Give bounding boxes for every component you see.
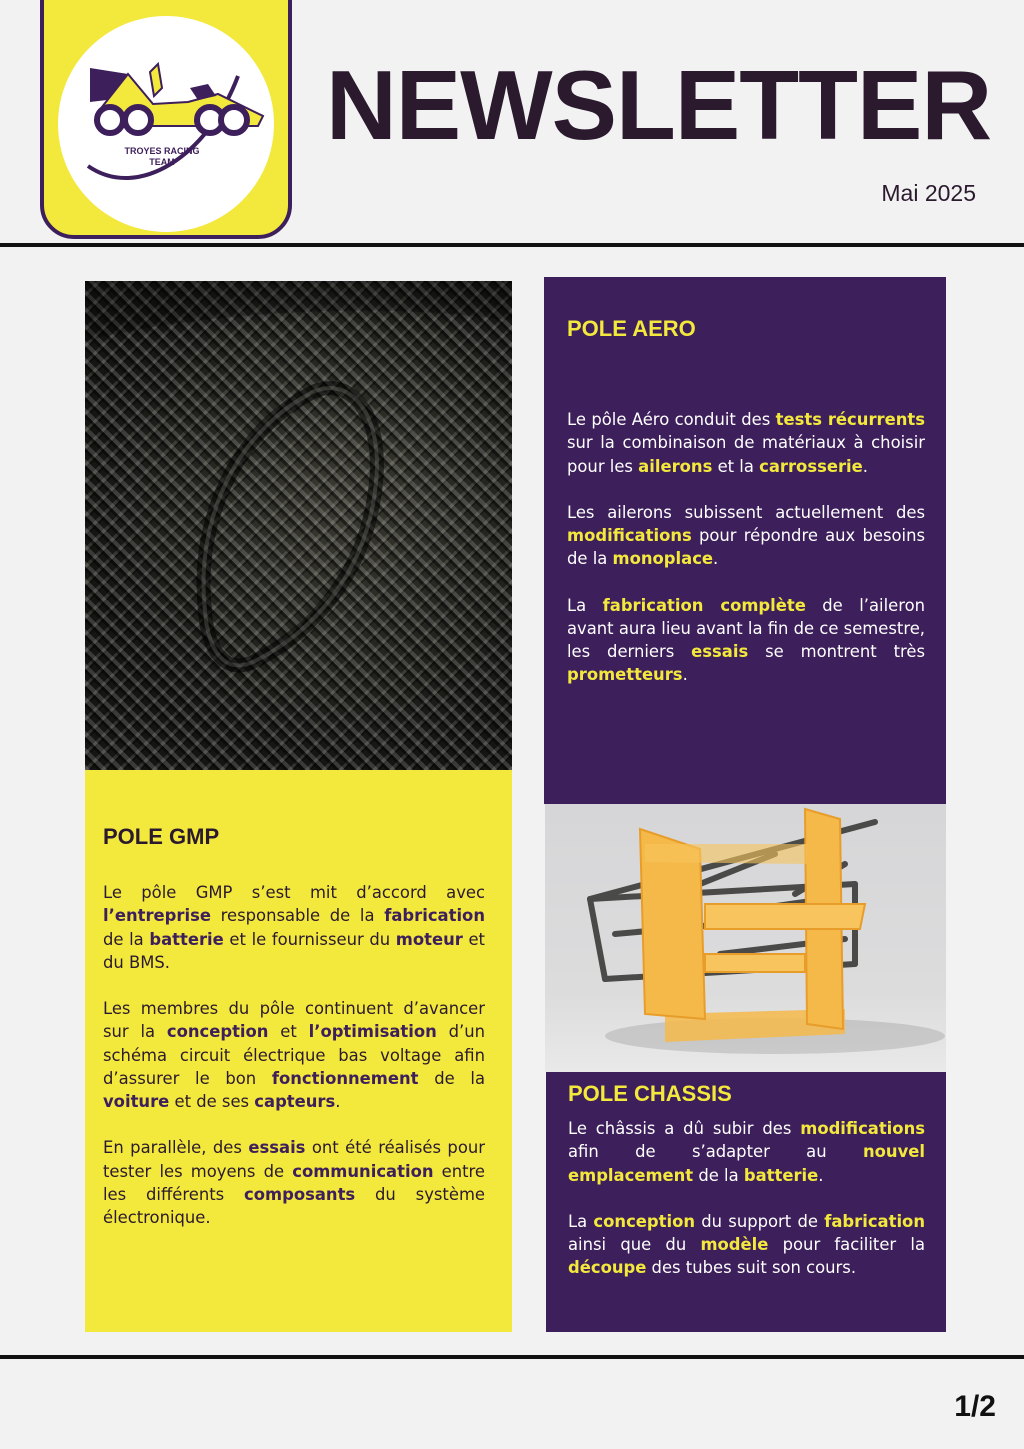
logo-text <box>102 146 222 168</box>
pole-chassis-title: POLE CHASSIS <box>568 1081 732 1106</box>
highlighted-keyword: modifications <box>800 1119 925 1139</box>
highlighted-keyword: l’optimisation <box>308 1022 437 1042</box>
highlighted-keyword: fabrication <box>384 906 485 926</box>
pole-gmp-panel <box>85 770 512 1332</box>
chassis-paragraph-2: La conception du support de fabrication ainsi que du modèle pour faciliter la découpe des tubes suit son cours. <box>568 1212 925 1278</box>
highlighted-keyword: voiture <box>103 1092 170 1112</box>
page-number: 1/2 <box>954 1390 996 1423</box>
highlighted-keyword: nouvel emplacement <box>568 1142 925 1185</box>
highlighted-keyword: tests récurrents <box>775 410 925 430</box>
gmp-paragraph-1: Le pôle GMP s’est mit d’accord avec l’entreprise responsable de la fabrication de la batterie et le fournisseur du moteur et du BMS. <box>103 883 485 972</box>
race-car-logo-icon <box>58 16 274 232</box>
footer-divider <box>0 1355 1024 1359</box>
highlighted-keyword: conception <box>593 1212 696 1231</box>
highlighted-keyword: composants <box>244 1184 356 1204</box>
highlighted-keyword: capteurs <box>254 1092 336 1112</box>
pole-aero-title: POLE AERO <box>567 316 696 341</box>
carbon-fiber-photo <box>85 281 512 770</box>
highlighted-keyword: fabrication complète <box>602 595 806 615</box>
highlighted-keyword: prometteurs <box>567 665 683 685</box>
carbon-mould-outline <box>85 281 512 770</box>
logo-tab <box>40 0 292 239</box>
issue-date: Mai 2025 <box>881 180 976 206</box>
page-title: NEWSLETTER <box>326 50 992 160</box>
chassis-render-image <box>545 804 946 1072</box>
header-divider <box>0 243 1024 247</box>
highlighted-keyword: carrosserie <box>759 456 863 476</box>
aero-paragraph-3: La fabrication complète de l’aileron avant aura lieu avant la fin de ce semestre, les derniers essais se montrent très prometteurs. <box>567 595 925 685</box>
logo-text-line1: TROYES RACING <box>124 146 200 156</box>
pole-gmp-title: POLE GMP <box>103 824 220 849</box>
highlighted-keyword: modèle <box>700 1235 769 1255</box>
gmp-paragraph-3: En parallèle, des essais ont été réalisés pour tester les moyens de communication entre les différents composants du système électronique. <box>103 1138 486 1228</box>
team-logo <box>58 16 274 232</box>
highlighted-keyword: ailerons <box>638 456 713 476</box>
highlighted-keyword: conception <box>166 1022 269 1042</box>
highlighted-keyword: batterie <box>149 929 224 949</box>
pole-aero-panel <box>544 277 946 804</box>
highlighted-keyword: moteur <box>395 929 463 949</box>
chassis-jig-render <box>545 804 946 1072</box>
highlighted-keyword: découpe <box>568 1258 647 1278</box>
highlighted-keyword: batterie <box>743 1165 819 1185</box>
pole-chassis-panel <box>546 1072 946 1332</box>
highlighted-keyword: essais <box>691 642 749 662</box>
highlighted-keyword: essais <box>248 1138 306 1158</box>
gmp-paragraph-2: Les membres du pôle continuent d’avancer sur la conception et l’optimisation d’un schéma circuit électrique bas voltage afin d’assurer le bon fonctionnement de la voiture et de ses capteurs. <box>103 999 485 1112</box>
highlighted-keyword: modifications <box>567 526 692 546</box>
highlighted-keyword: fabrication <box>824 1212 925 1231</box>
highlighted-keyword: l’entreprise <box>103 906 211 926</box>
logo-text-line2: TEAM <box>149 157 175 167</box>
highlighted-keyword: communication <box>292 1161 434 1181</box>
aero-paragraph-2: Les ailerons subissent actuellement des modifications pour répondre aux besoins de la monoplace. <box>567 503 925 569</box>
aero-paragraph-1: Le pôle Aéro conduit des tests récurrents sur la combinaison de matériaux à choisir pour les ailerons et la carrosserie. <box>567 410 925 476</box>
highlighted-keyword: fonctionnement <box>271 1068 419 1088</box>
highlighted-keyword: monoplace <box>612 549 714 569</box>
chassis-paragraph-1: Le châssis a dû subir des modifications afin de s’adapter au nouvel emplacement de la batterie. <box>568 1119 925 1185</box>
